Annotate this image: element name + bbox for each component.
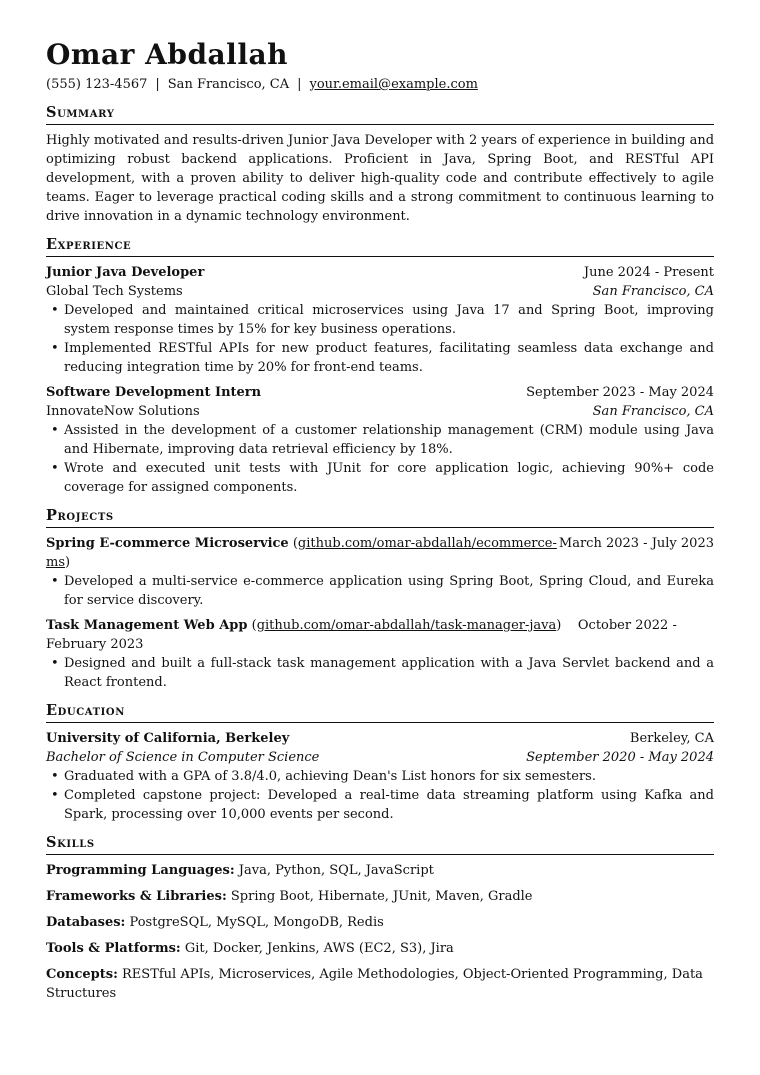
skill-label: Concepts: xyxy=(46,967,118,982)
school-location: Berkeley, CA xyxy=(629,731,714,746)
job-dates: September 2023 - May 2024 xyxy=(526,385,714,400)
skill-value: Spring Boot, Hibernate, JUnit, Maven, Gradle xyxy=(230,889,533,904)
job-bullets xyxy=(46,421,714,497)
project-link[interactable]: github.com/omar-abdallah/ecommerce-ms xyxy=(46,536,557,570)
project-bullets xyxy=(46,572,714,610)
project-name: Spring E-commerce Microservice xyxy=(46,536,289,551)
skill-value: Git, Docker, Jenkins, AWS (EC2, S3), Jira xyxy=(184,941,454,956)
skill-value: Java, Python, SQL, JavaScript xyxy=(238,863,434,878)
skill-row xyxy=(46,887,714,906)
experience-heading: Experience xyxy=(46,236,714,257)
education-bullets xyxy=(46,767,714,824)
job-bullets xyxy=(46,301,714,377)
skills-heading: Skills xyxy=(46,834,714,855)
skill-label: Programming Languages: xyxy=(46,863,235,878)
skill-label: Databases: xyxy=(46,915,126,930)
bullet-item: • Designed and built a full-stack task management application with a Java Servlet backend and a React frontend. xyxy=(64,654,714,692)
resume-page xyxy=(46,38,714,1010)
skill-label: Tools & Platforms: xyxy=(46,941,181,956)
contact-separator: | xyxy=(297,77,302,92)
location: San Francisco, CA xyxy=(167,77,290,92)
project-dates: October 2022 - February 2023 xyxy=(46,618,677,652)
bullet-item: • Developed a multi-service e-commerce application using Spring Boot, Spring Cloud, and Eureka for service discovery. xyxy=(64,572,714,610)
bullet-item: • Graduated with a GPA of 3.8/4.0, achieving Dean's List honors for six semesters. xyxy=(64,767,714,786)
bullet-item: • Implemented RESTful APIs for new product features, facilitating seamless data exchange and reducing integration time by 20% for front-end teams. xyxy=(64,339,714,377)
summary-text: Highly motivated and results-driven Junior Java Developer with 2 years of experience in building and optimizing robust backend applications. Proficient in Java, Spring Boot, and RESTful API development, with a proven ability to deliver high-quality code and contribute effectively to agile teams. Eager to leverage practical coding skills and a strong commitment to continuous learning to drive innovation in a dynamic technology environment. xyxy=(46,133,715,224)
project-entry: Task Management Web App (github.com/omar-abdallah/task-manager-java) October 2022 - February 2023 • Designed and built a full-stack task management application with a Java Servlet backend and a React frontend. xyxy=(46,616,714,692)
project-entry: March 2023 - July 2023 Spring E-commerce Microservice (github.com/omar-abdallah/ecommerce-ms) • Developed a multi-service e-commerce application using Spring Boot, Spring Cloud, and Eureka for service discovery. xyxy=(46,534,714,610)
project-link[interactable]: github.com/omar-abdallah/task-manager-java xyxy=(256,618,557,633)
company-name: Global Tech Systems xyxy=(46,284,183,299)
bullet-item: • Wrote and executed unit tests with JUnit for core application logic, achieving 90%+ code coverage for assigned components. xyxy=(64,459,714,497)
bullet-item: • Developed and maintained critical microservices using Java 17 and Spring Boot, improving system response times by 15% for key business operations. xyxy=(64,301,714,339)
skills-list xyxy=(46,861,714,1003)
job-location: San Francisco, CA xyxy=(592,404,714,419)
project-name: Task Management Web App xyxy=(46,618,248,633)
project-dates: March 2023 - July 2023 xyxy=(558,536,714,551)
skill-value: PostgreSQL, MySQL, MongoDB, Redis xyxy=(129,915,384,930)
skill-row xyxy=(46,913,714,932)
candidate-name: Omar Abdallah xyxy=(46,38,288,71)
job-location: San Francisco, CA xyxy=(592,284,714,299)
degree: Bachelor of Science in Computer Science xyxy=(46,750,320,765)
experience-entry xyxy=(46,263,714,377)
contact-line xyxy=(46,76,714,94)
summary-heading: Summary xyxy=(46,104,714,125)
education-dates: September 2020 - May 2024 xyxy=(526,750,714,765)
bullet-item: • Completed capstone project: Developed a real-time data streaming platform using Kafka and Spark, processing over 10,000 events per second. xyxy=(64,786,714,824)
email-link[interactable]: your.email@example.com xyxy=(309,77,478,92)
skill-row xyxy=(46,861,714,880)
job-dates: June 2024 - Present xyxy=(583,265,714,280)
projects-heading: Projects xyxy=(46,507,714,528)
school-name: University of California, Berkeley xyxy=(46,731,290,746)
resume-header xyxy=(46,38,714,94)
job-title: Junior Java Developer xyxy=(46,265,205,280)
skill-value: RESTful APIs, Microservices, Agile Methodologies, Object-Oriented Programming, Data Structures xyxy=(46,967,703,1001)
phone-number: (555) 123-4567 xyxy=(46,77,148,92)
project-bullets xyxy=(46,654,714,692)
education-entry xyxy=(46,729,714,824)
education-heading: Education xyxy=(46,702,714,723)
skill-label: Frameworks & Libraries: xyxy=(46,889,227,904)
company-name: InnovateNow Solutions xyxy=(46,404,200,419)
experience-entry xyxy=(46,383,714,497)
skill-row xyxy=(46,939,714,958)
job-title: Software Development Intern xyxy=(46,385,262,400)
contact-separator: | xyxy=(155,77,160,92)
bullet-item: • Assisted in the development of a customer relationship management (CRM) module using Java and Hibernate, improving data retrieval efficiency by 18%. xyxy=(64,421,714,459)
skill-row xyxy=(46,965,714,1003)
